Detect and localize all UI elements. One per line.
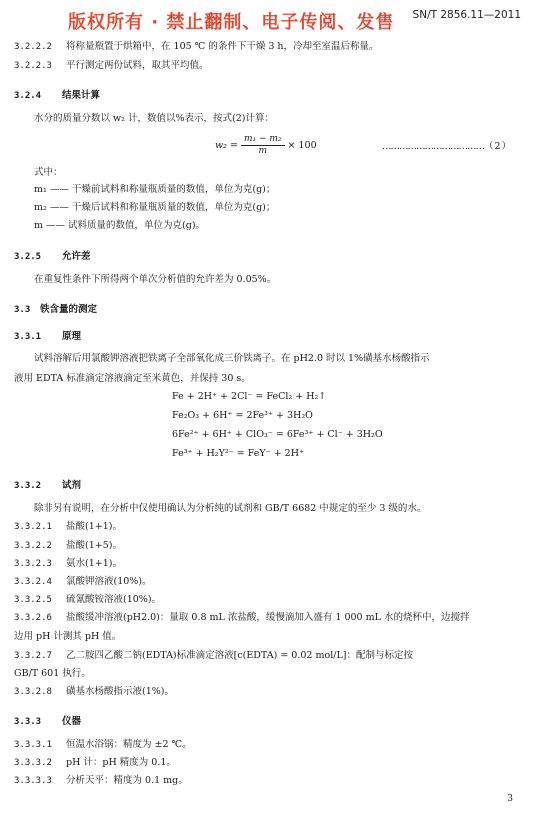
- watermark: 版权所有 · 禁止翻制、电子传阅、发售: [68, 12, 395, 33]
- page-number: 3: [507, 794, 513, 804]
- formula-tag: ………………………………（ 2 ）: [382, 141, 511, 152]
- reagent-7: 3.3.2.7 乙二胺四乙酸二钠(EDTA)标准滴定溶液[c(EDTA) = 0.02 mol/L]：配制与标定按: [14, 650, 413, 661]
- reagent-7-cont: GB/T 601 执行。: [14, 668, 91, 679]
- instrument-3: 3.3.3.3 分析天平：精度为 0.1 mg。: [14, 775, 188, 786]
- reagent-2: 3.3.2.2 盐酸(1+5)。: [14, 540, 122, 551]
- paragraph-3-2-5: 在重复性条件下所得两个单次分析值的允许差为 0.05%。: [34, 274, 277, 285]
- heading-3-3-1: 3.3.1 原理: [14, 331, 82, 342]
- variable-m: m —— 试料质量的数值，单位为克(g)。: [34, 220, 206, 231]
- equation-2: Fe₂O₃ + 6H⁺ = 2Fe³⁺ + 3H₂O: [172, 410, 313, 421]
- instrument-1: 3.3.3.1 恒温水浴锅：精度为 ±2 ℃。: [14, 739, 192, 750]
- clause-3-2-2-3: 3.2.2.3 平行测定两份试料，取其平均值。: [14, 60, 209, 71]
- heading-3-2-5: 3.2.5 允许差: [14, 251, 91, 262]
- paragraph-3-2-4: 水分的质量分数以 w₂ 计，数值以%表示，按式(2)计算：: [34, 113, 274, 124]
- equation-3: 6Fe²⁺ + 6H⁺ + ClO₃⁻ = 6Fe³⁺ + Cl⁻ + 3H₂O: [172, 429, 383, 440]
- formula-2: w₂ = $\frac{\text{m₁ − m₂}}{m}$ × 100: [215, 134, 317, 156]
- reagent-6-cont: 边用 pH 计测其 pH 值。: [14, 631, 122, 642]
- paragraph-3-3-2: 除非另有说明，在分析中仅使用确认为分析纯的试剂和 GB/T 6682 中规定的至少 3 级的水。: [34, 503, 427, 514]
- heading-3-3-3: 3.3.3 仪器: [14, 716, 82, 727]
- reagent-4: 3.3.2.4 氯酸钾溶液(10%)。: [14, 576, 152, 587]
- where-label: 式中：: [34, 167, 63, 178]
- equation-4: Fe³⁺ + H₂Y²⁻ = FeY⁻ + 2H⁺: [172, 448, 305, 459]
- instrument-2: 3.3.3.2 pH 计：pH 精度为 0.1。: [14, 757, 176, 768]
- heading-3-3: 3.3 铁含量的测定: [14, 304, 98, 315]
- paragraph-3-3-1-b: 液用 EDTA 标准滴定溶液滴定至米黄色，并保持 30 s。: [14, 373, 251, 384]
- reagent-8: 3.3.2.8 磺基水杨酸指示液(1%)。: [14, 686, 174, 697]
- heading-3-3-2: 3.3.2 试剂: [14, 480, 82, 491]
- reagent-6: 3.3.2.6 盐酸缓冲溶液(pH2.0)：量取 0.8 mL 浓盐酸，缓慢滴加入盛有 1 000 mL 水的烧杯中，边搅拌: [14, 612, 470, 623]
- variable-m2: m₂ —— 干燥后试料和称量瓶质量的数值，单位为克(g)；: [34, 202, 276, 213]
- variable-m1: m₁ —— 干燥前试料和称量瓶质量的数值，单位为克(g)；: [34, 184, 276, 195]
- reagent-1: 3.3.2.1 盐酸(1+1)。: [14, 521, 122, 532]
- equation-1: Fe + 2H⁺ + 2Cl⁻ = FeCl₂ + H₂↑: [172, 391, 327, 402]
- standard-number: SN/T 2856.11—2011: [412, 9, 521, 21]
- clause-3-2-2-2: 3.2.2.2 将称量瓶置于烘箱中，在 105 ℃ 的条件下干燥 3 h，冷却至室温后称量。: [14, 41, 379, 52]
- heading-3-2-4: 3.2.4 结果计算: [14, 90, 101, 101]
- paragraph-3-3-1-a: 试料溶解后用氯酸钾溶液把铁离子全部氧化成三价铁离子。在 pH2.0 时以 1%磺基水杨酸指示: [34, 353, 430, 364]
- reagent-5: 3.3.2.5 硫氰酸铵溶液(10%)。: [14, 594, 162, 605]
- reagent-3: 3.3.2.3 氨水(1+1)。: [14, 558, 122, 569]
